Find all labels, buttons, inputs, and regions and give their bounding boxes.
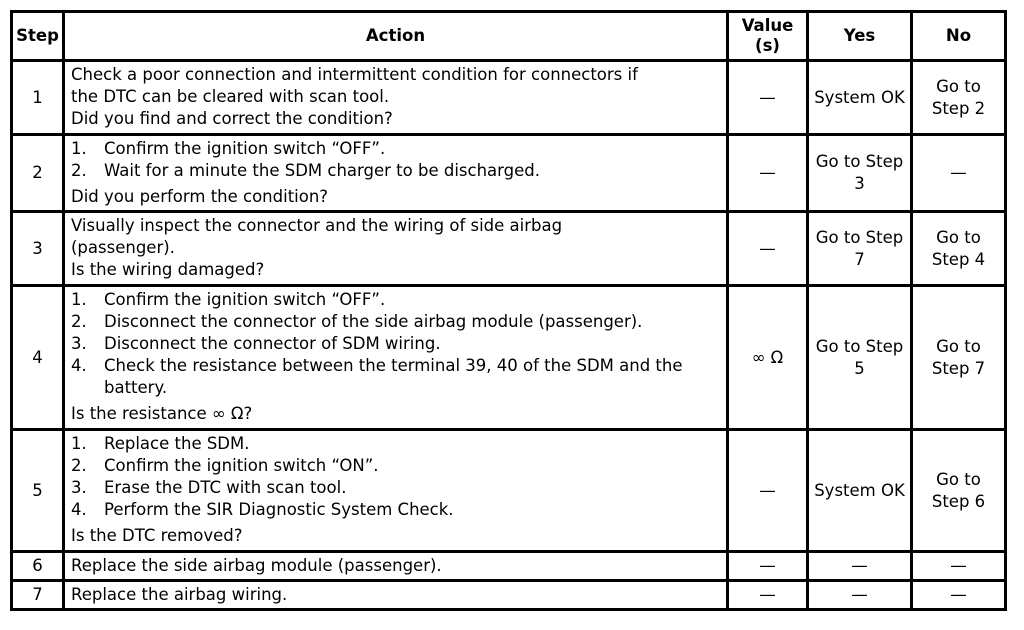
- table-row: [12, 286, 1006, 430]
- header-no: No: [912, 12, 1006, 61]
- item-text: Replace the SDM.: [104, 434, 250, 453]
- no-cell: —: [912, 135, 1006, 212]
- list-item: [71, 160, 720, 182]
- action-steps-list: [71, 289, 720, 399]
- header-yes: Yes: [808, 12, 912, 61]
- yes-cell: Go to Step 7: [808, 212, 912, 286]
- action-line: Check a poor connection and intermittent condition for connectors if: [71, 65, 638, 84]
- list-item: [71, 455, 720, 477]
- step-number: 5: [12, 430, 64, 552]
- item-number: 3.: [71, 334, 87, 353]
- item-text: Confirm the ignition switch “OFF”.: [104, 139, 386, 158]
- item-number: 1.: [71, 139, 87, 158]
- item-number: 2.: [71, 161, 87, 180]
- no-cell: Go to Step 6: [912, 430, 1006, 552]
- yes-cell: —: [808, 581, 912, 610]
- no-cell: —: [912, 552, 1006, 581]
- action-line: Replace the airbag wiring.: [71, 585, 288, 604]
- action-question: Is the DTC removed?: [71, 526, 243, 545]
- yes-cell: System OK: [808, 61, 912, 135]
- list-item: [71, 355, 720, 399]
- action-line: (passenger).: [71, 238, 175, 257]
- step-number: 6: [12, 552, 64, 581]
- value-cell: ∞ Ω: [728, 286, 808, 430]
- item-number: 2.: [71, 456, 87, 475]
- step-number: 4: [12, 286, 64, 430]
- list-item: [71, 138, 720, 160]
- table-row: [12, 552, 1006, 581]
- action-question: Did you perform the condition?: [71, 187, 329, 206]
- item-number: 4.: [71, 356, 87, 375]
- action-line: the DTC can be cleared with scan tool.: [71, 87, 390, 106]
- action-line: Is the wiring damaged?: [71, 260, 265, 279]
- diagnostic-table-container: [10, 10, 1007, 611]
- item-text: Wait for a minute the SDM charger to be discharged.: [104, 161, 540, 180]
- no-cell: —: [912, 581, 1006, 610]
- value-cell: —: [728, 552, 808, 581]
- no-cell: Go to Step 7: [912, 286, 1006, 430]
- action-cell: [64, 552, 728, 581]
- item-text: Check the resistance between the terminal 39, 40 of the SDM and the battery.: [104, 356, 683, 397]
- header-step: Step: [12, 12, 64, 61]
- list-item: [71, 499, 720, 521]
- value-cell: —: [728, 135, 808, 212]
- step-number: 1: [12, 61, 64, 135]
- no-cell: Go to Step 4: [912, 212, 1006, 286]
- action-line: Did you find and correct the condition?: [71, 109, 393, 128]
- list-item: [71, 333, 720, 355]
- item-text: Perform the SIR Diagnostic System Check.: [104, 500, 454, 519]
- value-cell: —: [728, 430, 808, 552]
- action-line: Replace the side airbag module (passenger).: [71, 556, 442, 575]
- step-number: 2: [12, 135, 64, 212]
- action-cell: [64, 61, 728, 135]
- item-number: 1.: [71, 290, 87, 309]
- step-number: 7: [12, 581, 64, 610]
- item-text: Erase the DTC with scan tool.: [104, 478, 347, 497]
- no-cell: Go to Step 2: [912, 61, 1006, 135]
- action-cell: [64, 286, 728, 430]
- value-cell: —: [728, 61, 808, 135]
- value-cell: —: [728, 581, 808, 610]
- yes-cell: Go to Step 3: [808, 135, 912, 212]
- action-steps-list: [71, 433, 720, 521]
- header-action: Action: [64, 12, 728, 61]
- table-row: [12, 135, 1006, 212]
- list-item: [71, 433, 720, 455]
- action-cell: [64, 212, 728, 286]
- list-item: [71, 289, 720, 311]
- yes-cell: System OK: [808, 430, 912, 552]
- step-number: 3: [12, 212, 64, 286]
- item-number: 4.: [71, 500, 87, 519]
- item-text: Confirm the ignition switch “OFF”.: [104, 290, 386, 309]
- item-number: 2.: [71, 312, 87, 331]
- item-number: 3.: [71, 478, 87, 497]
- table-row: [12, 430, 1006, 552]
- header-row: [12, 12, 1006, 61]
- item-number: 1.: [71, 434, 87, 453]
- table-row: [12, 212, 1006, 286]
- action-line: Visually inspect the connector and the wiring of side airbag: [71, 216, 563, 235]
- item-text: Confirm the ignition switch “ON”.: [104, 456, 379, 475]
- item-text: Disconnect the connector of the side airbag module (passenger).: [104, 312, 643, 331]
- list-item: [71, 477, 720, 499]
- yes-cell: —: [808, 552, 912, 581]
- table-row: [12, 581, 1006, 610]
- list-item: [71, 311, 720, 333]
- value-cell: —: [728, 212, 808, 286]
- diagnostic-table: [10, 10, 1007, 611]
- action-cell: [64, 135, 728, 212]
- header-value: Value (s): [728, 12, 808, 61]
- action-cell: [64, 430, 728, 552]
- item-text: Disconnect the connector of SDM wiring.: [104, 334, 441, 353]
- action-steps-list: [71, 138, 720, 182]
- action-question: Is the resistance ∞ Ω?: [71, 404, 253, 423]
- action-cell: [64, 581, 728, 610]
- table-row: [12, 61, 1006, 135]
- yes-cell: Go to Step 5: [808, 286, 912, 430]
